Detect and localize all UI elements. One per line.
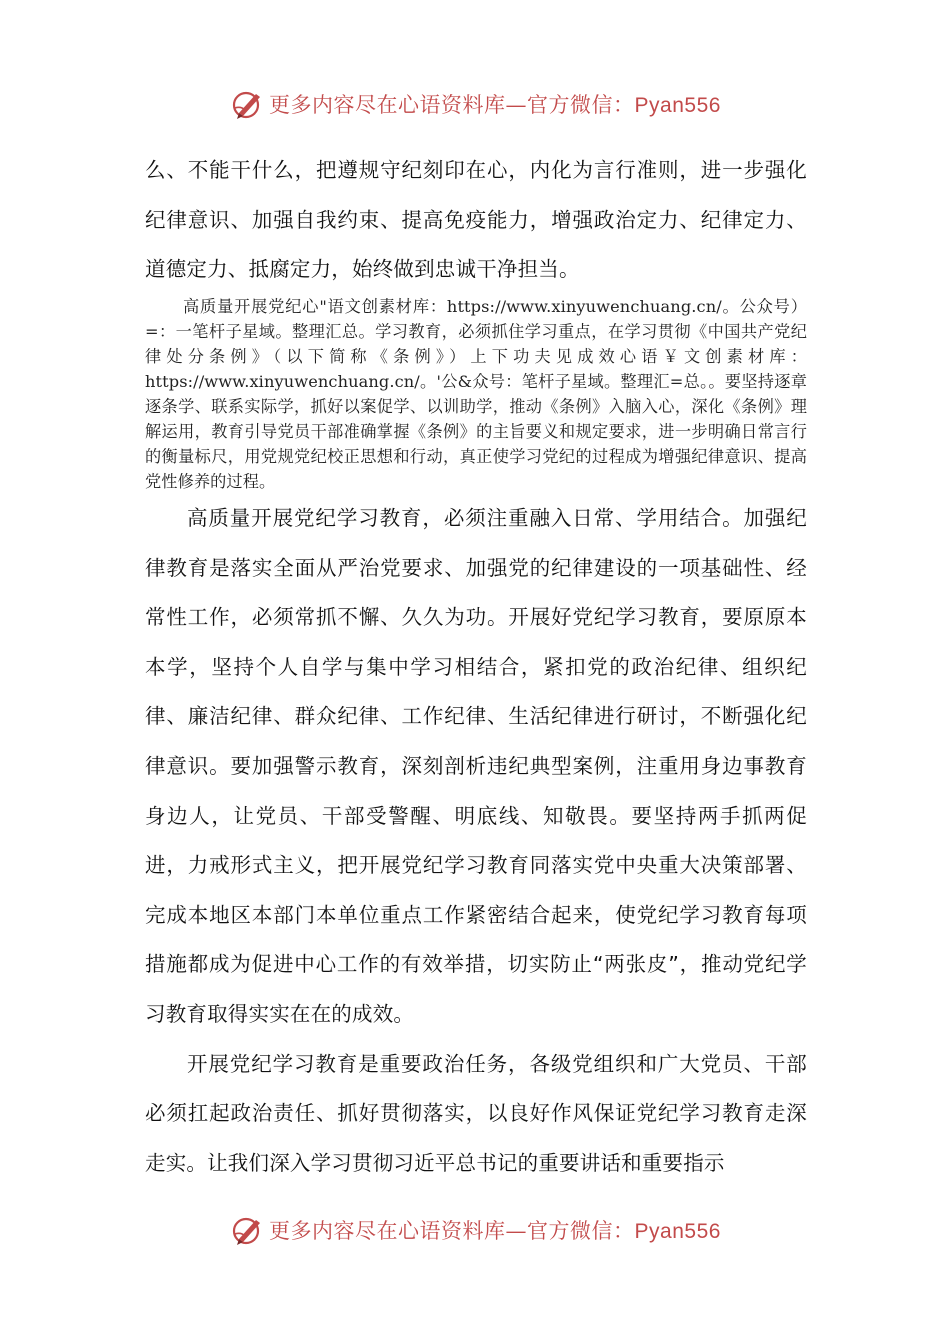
footer-wechat-id: Pyan556 xyxy=(634,1220,721,1243)
header-wechat-id: Pyan556 xyxy=(634,94,721,117)
document-body xyxy=(145,146,807,295)
header-banner xyxy=(0,84,950,124)
pen-logo-icon xyxy=(229,1212,265,1248)
paragraph-4: 开展党纪学习教育是重要政治任务，各级党组织和广大党员、干部必须扛起政治责任、抓好贯彻落实，以良好作风保证党纪学习教育走深走实。让我们深入学习贯彻习近平总书记的重要讲话和重要指示 xyxy=(145,1051,807,1175)
paragraph-2: 高质量开展党纪心"语文创素材库：https://www.xinyuwenchuang.cn/。公众号）=：一笔杆子星域。整理汇总。学习教育，必须抓住学习重点，在学习贯彻《中国共产党纪律处分条例》（以下简称《条例》）上下功夫见成效心语￥文创素材库：https://www.xinyuwenchuang.cn/。'公&众号：笔杆子星域。整理汇=总。。要坚持逐章逐条学、联系实际学，抓好以案促学、以训助学，推动《条例》入脑入心，深化《条例》理解运用，教育引导党员干部准确掌握《条例》的主旨要义和规定要求，进一步明确日常言行的衡量标尺，用党规党纪校正思想和行动，真正使学习党纪的过程成为增强纪律意识、提高党性修养的过程。 xyxy=(145,297,807,491)
header-banner-text: 更多内容尽在心语资料库—官方微信：Pyan556 xyxy=(269,93,721,117)
pen-logo-icon xyxy=(229,86,265,122)
footer-banner xyxy=(0,1210,950,1250)
paragraph-1: 么、不能干什么，把遵规守纪刻印在心，内化为言行准则，进一步强化纪律意识、加强自我约束、提高免疫能力，增强政治定力、纪律定力、道德定力、抵腐定力，始终做到忠诚干净担当。 xyxy=(145,158,807,282)
inserted-small-text xyxy=(145,294,807,494)
footer-banner-text: 更多内容尽在心语资料库—官方微信：Pyan556 xyxy=(269,1219,721,1243)
paragraph-3: 高质量开展党纪学习教育，必须注重融入日常、学用结合。加强纪律教育是落实全面从严治党要求、加强党的纪律建设的一项基础性、经常性工作，必须常抓不懈、久久为功。开展好党纪学习教育，要原原本本学，坚持个人自学与集中学习相结合，紧扣党的政治纪律、组织纪律、廉洁纪律、群众纪律、工作纪律、生活纪律进行研讨，不断强化纪律意识。要加强警示教育，深刻剖析违纪典型案例，注重用身边事教育身边人，让党员、干部受警醒、明底线、知敬畏。要坚持两手抓两促进，力戒形式主义，把开展党纪学习教育同落实党中央重大决策部署、完成本地区本部门本单位重点工作紧密结合起来，使党纪学习教育每项措施都成为促进中心工作的有效举措，切实防止“两张皮”，推动党纪学习教育取得实实在在的成效。 xyxy=(145,506,807,1026)
document-body-2 xyxy=(145,494,807,1188)
